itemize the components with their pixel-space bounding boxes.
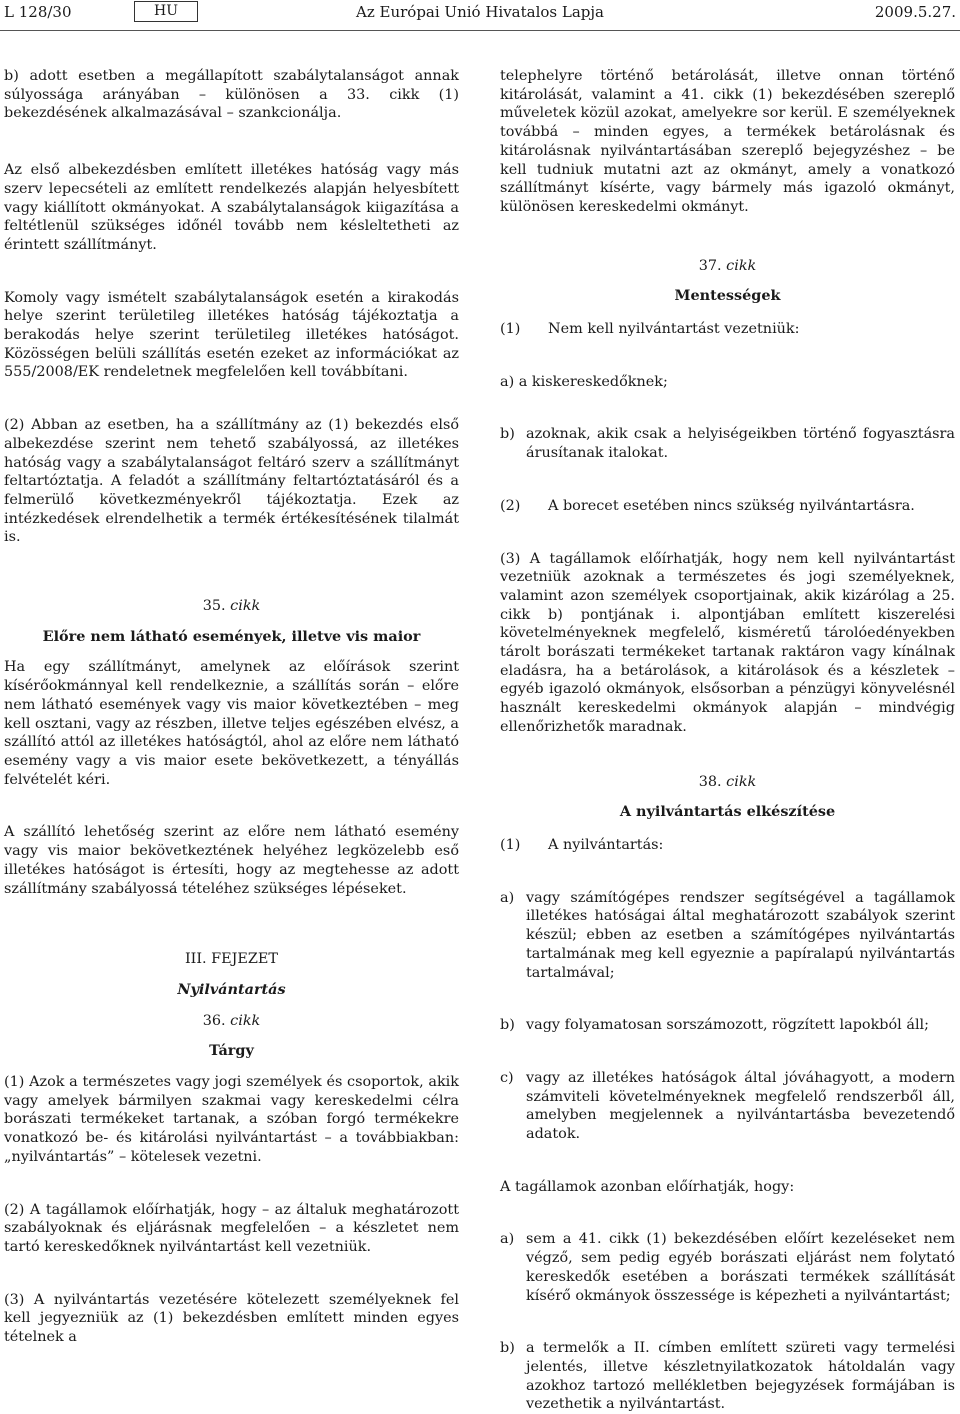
journal-title: Az Európai Unió Hivatalos Lapja — [356, 3, 604, 21]
article-title: Előre nem látható események, illetve vis maior — [42, 627, 421, 645]
paragraph: (3) A nyilvántartás vezetésére kötelezett személyeknek fel kell jegyezniük az (1) bekezdésben említett minden egyes tételnek a — [4, 1291, 459, 1346]
list-item: b) azoknak, akik csak a helyiségeikben történő fogyasztásra árusítanak italokat. — [500, 426, 955, 462]
paragraph: A tagállamok azonban előírhatják, hogy: — [500, 1178, 795, 1195]
list-item: a) vagy számítógépes rendszer segítségével a tagállamok illetékes hatóságai által meghatározott szabályok szerint készül; ebben az esetben a számítógépes nyilvántartás tartalmának meg kell egyeznie a papíralapú nyilvántartás tartalmával; — [500, 889, 955, 981]
page-header — [0, 0, 960, 28]
numbered-paragraph: (2) A borecet esetében nincs szükség nyilvántartásra. — [500, 497, 915, 514]
numbered-paragraph: (1) Nem kell nyilvántartást vezetniük: — [500, 321, 800, 338]
right-column — [500, 67, 955, 1414]
chapter-number: III. FEJEZET — [184, 951, 279, 968]
paragraph: (1) Azok a természetes vagy jogi személyek és csoportok, akik vagy amelyek bármilyen szakmai vagy kereskedelmi célra borászati termékeket tartanak, a szóban forgó termékekre vonatkozó be- és kitárolási nyilvántartást – a továbbiakban: „nyilvántartás” – kötelesek vezetni. — [4, 1074, 459, 1165]
list-item: a) sem a 41. cikk (1) bekezdésében előírt kezeléseket nem végző, sem pedig egyéb borászati eljárást nem folytató kereskedők esetében a borászati termékek szállítását kísérő okmányok összessége is képezheti a nyilvántartást; — [500, 1231, 955, 1304]
article-number: 35. cikk — [202, 598, 261, 615]
numbered-paragraph: (1) A nyilvántartás: — [500, 836, 664, 853]
list-item: b) vagy folyamatosan sorszámozott, rögzített lapokból áll; — [500, 1017, 929, 1034]
list-item: b) a termelők a II. címben említett szüreti vagy termelési jelentés, illetve készletnyilatkozatok hátoldalán vagy azokhoz tartozó mellékletben bejegyzések formájában is vezethetik a nyilvántartást. — [500, 1340, 955, 1413]
paragraph: Komoly vagy ismételt szabálytalanságok esetén a kirakodás helye szerint területileg illetékes hatóság tájékoztatja a berakodás helye szerint területileg illetékes hatóságot. Közösségen belüli szállítás esetén ezeket az információkat az 555/2008/EK rendeletnek megfelelően kell továbbítani. — [4, 289, 459, 381]
paragraph: (2) Abban az esetben, ha a szállítmány az (1) bekezdés első albekezdése szerint nem tehető szabályossá, az illetékes hatóság vagy a szabálytalanságot feltáró szerv a szállítmányt feltartóztatja. A feladót a szállítmány feltartóztatásáról és a felmerülő következményekről tájékoztatja. Ezek az intézkedések elrendelhetik a termék értékesítésének tilalmát is. — [4, 417, 459, 546]
page-reference: L 128/30 — [4, 3, 72, 21]
article-title: A nyilvántartás elkészítése — [619, 803, 836, 821]
paragraph: telephelyre történő betárolását, illetve onnan történő kitárolását, valamint a 41. cikk (1) bekezdésében szereplő műveletek közül azokat, amelyekre sor kerül. E személyeknek továbbá – minden egyes, a termékek betárolásnak és kitárolásnak nyilvántartásában szereplő bejegyzéshez – be kell tudniuk mutatni azt az okmányt, amely a vonatkozó szállítmányt kísérte, vagy bármely más igazoló okmányt, különösen kereskedelmi okmányt. — [500, 68, 955, 215]
article-number: 37. cikk — [698, 257, 757, 274]
paragraph-b: b) adott esetben a megállapított szabálytalanságot annak súlyossága arányában – különösen a 33. cikk (1) bekezdésének alkalmazásával – szankcionálja. — [4, 68, 459, 122]
paragraph: (3) A tagállamok előírhatják, hogy nem kell nyilvántartást vezetniük azoknak a természetes és jogi személyeknek, valamint azon személyek csoportjainak, akik kizárólag a 25. cikk b) pontjának i. alpontjában említett kiszerelési követelményeknek megfelelő, kisméretű tárolóedényekben tárolt borászati termékeket tartanak raktáron vagy kínálnak eladásra, ha a betárolások, a kitárolások és a készletek – egyéb igazoló okmányok, elsősorban a pénzügyi könyvelésnél használt kereskedelmi okmányok alapján – mindvégig ellenőrizhetők maradnak. — [500, 550, 955, 735]
paragraph: Ha egy szállítmányt, amelynek az előírások szerint kísérőokmánnyal kell rendelkeznie, a szállítás során – előre nem látható események vagy vis maior következtében – meg kell osztani, vagy az részben, illetve teljes egészében elvész, a szállító attól az illetékes hatóságtól, ahol az előre nem látható esemény vagy a vis maior esete bekövetkezett, a tényállás felvételét kéri. — [4, 659, 459, 788]
paragraph: A szállító lehetőség szerint az előre nem látható esemény vagy vis maior bekövetkeztének helyéhez legközelebb eső illetékes hatóságot is értesíti, hogy az megtehesse az adott szállítmány szabályossá tételéhez szükséges lépéseket. — [4, 824, 459, 897]
paragraph: (2) A tagállamok előírhatják, hogy – az általuk meghatározott szabályoknak és eljárásnak megfelelően – a készletet nem tartó kereskedőknek nyilvántartást kell vezetniük. — [4, 1201, 459, 1255]
article-title: Tárgy — [209, 1042, 254, 1060]
paragraph: Az első albekezdésben említett illetékes hatóság vagy más szerv lepecsételi az említett rendelkezés alapján helyesbített vagy kiállított okmányokat. A szabálytalanságok kiigazítása a feltétlenül szükséges időnél tovább nem késleltetheti az érintett szállítmányt. — [4, 162, 459, 253]
header-divider — [0, 30, 960, 31]
language-badge: HU — [134, 1, 198, 22]
article-number: 36. cikk — [202, 1012, 261, 1029]
list-item: c) vagy az illetékes hatóságok által jóváhagyott, a modern számviteli követelményeknek megfelelő rendszerből áll, amelyben megjelennek a nyilvántartásba bevezetendő adatok. — [500, 1069, 955, 1143]
article-title: Mentességek — [674, 287, 781, 305]
chapter-title: Nyilvántartás — [177, 980, 286, 998]
article-number: 38. cikk — [698, 773, 757, 790]
publication-date: 2009.5.27. — [874, 3, 956, 21]
list-item: a) a kiskereskedőknek; — [500, 373, 668, 390]
left-column — [4, 67, 459, 1347]
